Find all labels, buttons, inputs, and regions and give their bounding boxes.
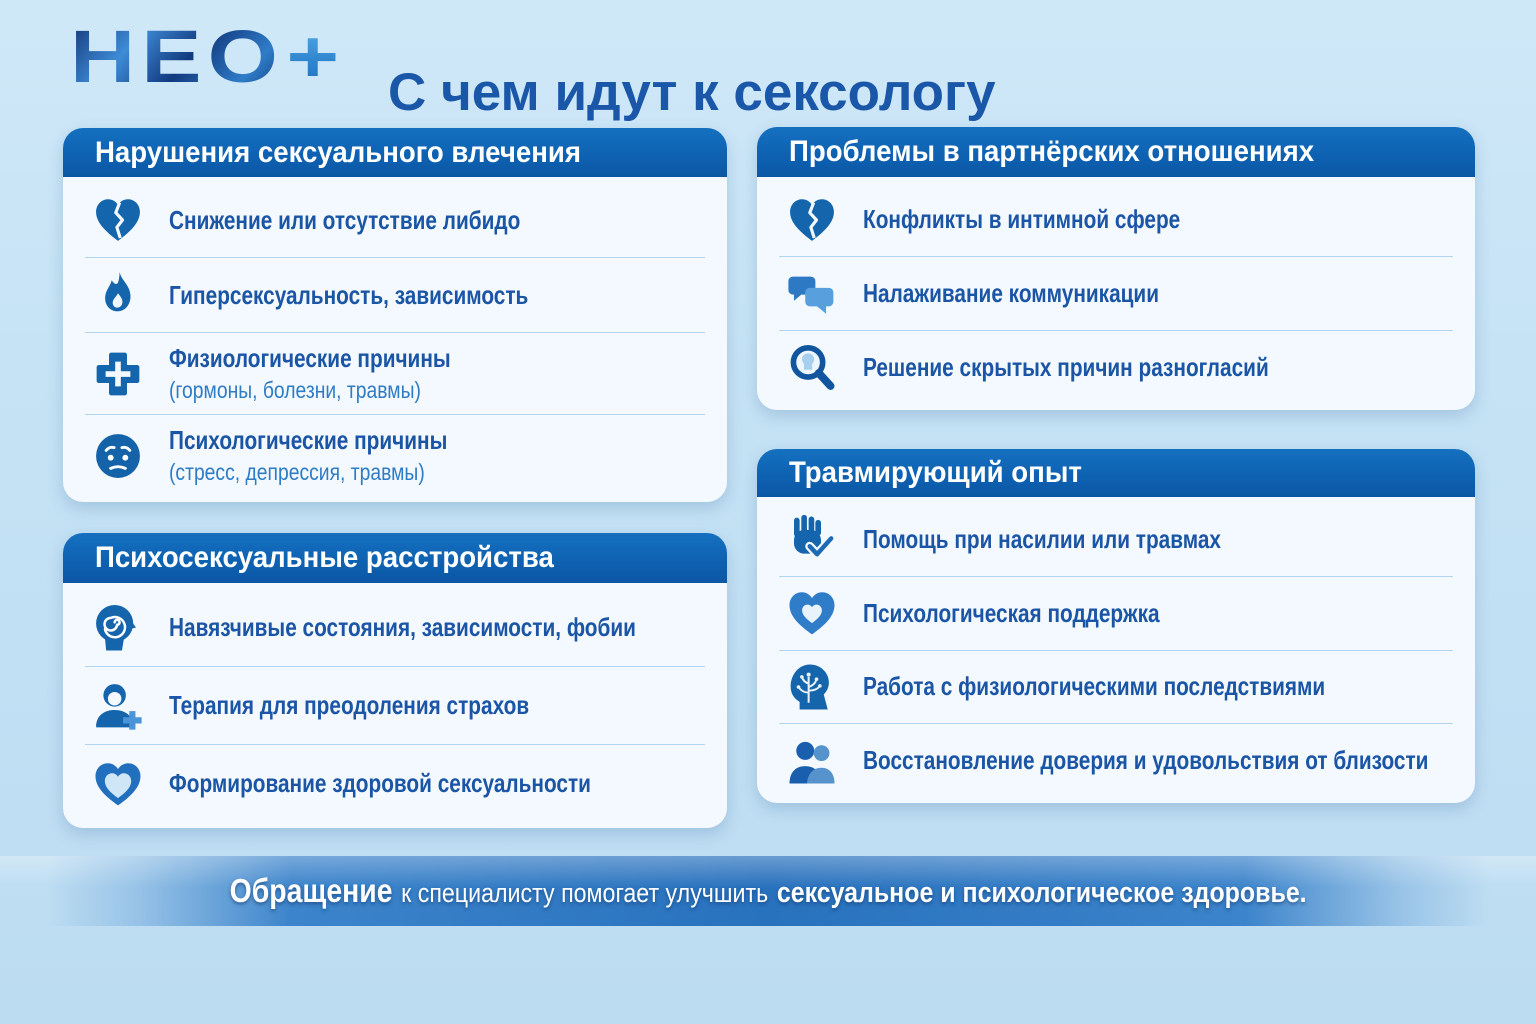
card-title: Проблемы в партнёрских отношениях xyxy=(789,135,1315,168)
heart-inner-heart-icon xyxy=(91,757,145,811)
card-body xyxy=(757,497,1475,803)
worried-face-icon xyxy=(91,429,145,483)
list-item xyxy=(757,580,1475,646)
list-item xyxy=(63,673,727,739)
stop-hand-check-icon xyxy=(785,512,839,566)
divider xyxy=(85,666,705,667)
divider xyxy=(779,723,1453,724)
support-heart-icon xyxy=(785,586,839,640)
chat-bubbles-icon xyxy=(785,267,839,321)
item-label: Формирование здоровой сексуальности xyxy=(169,768,591,798)
list-item xyxy=(63,262,727,328)
page-title: С чем идут к сексологу xyxy=(388,62,996,122)
card-sexual-desire-disorders xyxy=(63,128,727,502)
item-label: Психологические причины xyxy=(169,425,448,455)
item-sublabel: (гормоны, болезни, травмы) xyxy=(169,377,421,403)
card-traumatic-experience xyxy=(757,449,1475,803)
item-label: Терапия для преодоления страхов xyxy=(169,690,530,720)
brand-logo xyxy=(70,15,346,98)
medical-cross-icon xyxy=(91,347,145,401)
divider xyxy=(779,330,1453,331)
list-item xyxy=(63,751,727,817)
list-item xyxy=(63,187,727,253)
item-label: Снижение или отсутствие либидо xyxy=(169,204,521,235)
card-header xyxy=(757,127,1475,177)
item-label: Гиперсексуальность, зависимость xyxy=(169,279,529,310)
item-sublabel: (стресс, депрессия, травмы) xyxy=(169,459,425,485)
list-item xyxy=(757,335,1475,401)
card-title: Травмирующий опыт xyxy=(789,456,1082,489)
flame-icon xyxy=(91,268,145,322)
item-label: Навязчивые состояния, зависимости, фобии xyxy=(169,612,636,642)
item-label: Работа с физиологическими последствиями xyxy=(863,671,1326,702)
card-header xyxy=(63,128,727,177)
item-label: Конфликты в интимной сфере xyxy=(863,204,1181,234)
item-label: Помощь при насилии или травмах xyxy=(863,523,1221,554)
broken-heart-icon xyxy=(91,193,145,247)
item-label: Физиологические причины xyxy=(169,343,451,373)
divider xyxy=(779,650,1453,651)
magnifier-person-icon xyxy=(785,341,839,395)
card-header xyxy=(757,449,1475,497)
divider xyxy=(779,576,1453,577)
card-title: Нарушения сексуального влечения xyxy=(95,135,581,169)
divider xyxy=(85,332,705,333)
list-item xyxy=(757,654,1475,720)
item-label: Решение скрытых причин разногласий xyxy=(863,352,1269,382)
divider xyxy=(779,256,1453,257)
list-item xyxy=(63,595,727,661)
list-item xyxy=(757,728,1475,794)
item-label: Психологическая поддержка xyxy=(863,597,1160,628)
divider xyxy=(85,257,705,258)
card-header xyxy=(63,533,727,583)
footer-lead: Обращение xyxy=(229,872,393,909)
card-body xyxy=(757,177,1475,410)
couple-embrace-icon xyxy=(785,734,839,788)
head-spiral-icon xyxy=(91,601,145,655)
card-body xyxy=(63,583,727,828)
list-item xyxy=(63,419,727,492)
list-item xyxy=(757,261,1475,327)
divider xyxy=(85,744,705,745)
list-item xyxy=(757,187,1475,253)
item-label: Восстановление доверия и удовольствия от близости xyxy=(863,745,1429,776)
card-partner-relationship-problems xyxy=(757,127,1475,410)
list-item xyxy=(757,506,1475,572)
broken-heart-icon xyxy=(785,193,839,247)
list-item xyxy=(63,337,727,410)
footer-middle: к специалисту помогает улучшить xyxy=(400,878,769,908)
brand-logo-text: НЕО xyxy=(70,15,284,98)
card-psychosexual-disorders xyxy=(63,533,727,828)
item-label: Налаживание коммуникации xyxy=(863,278,1160,308)
person-plus-icon xyxy=(91,679,145,733)
card-body xyxy=(63,177,727,502)
footer-banner xyxy=(0,856,1536,926)
footer-banner-text xyxy=(230,872,1307,910)
divider xyxy=(85,414,705,415)
brand-logo-plus-icon: + xyxy=(286,15,346,98)
footer-emphasis: сексуальное и психологическое здоровье. xyxy=(776,877,1307,909)
head-tree-icon xyxy=(785,660,839,714)
card-title: Психосексуальные расстройства xyxy=(95,541,554,574)
